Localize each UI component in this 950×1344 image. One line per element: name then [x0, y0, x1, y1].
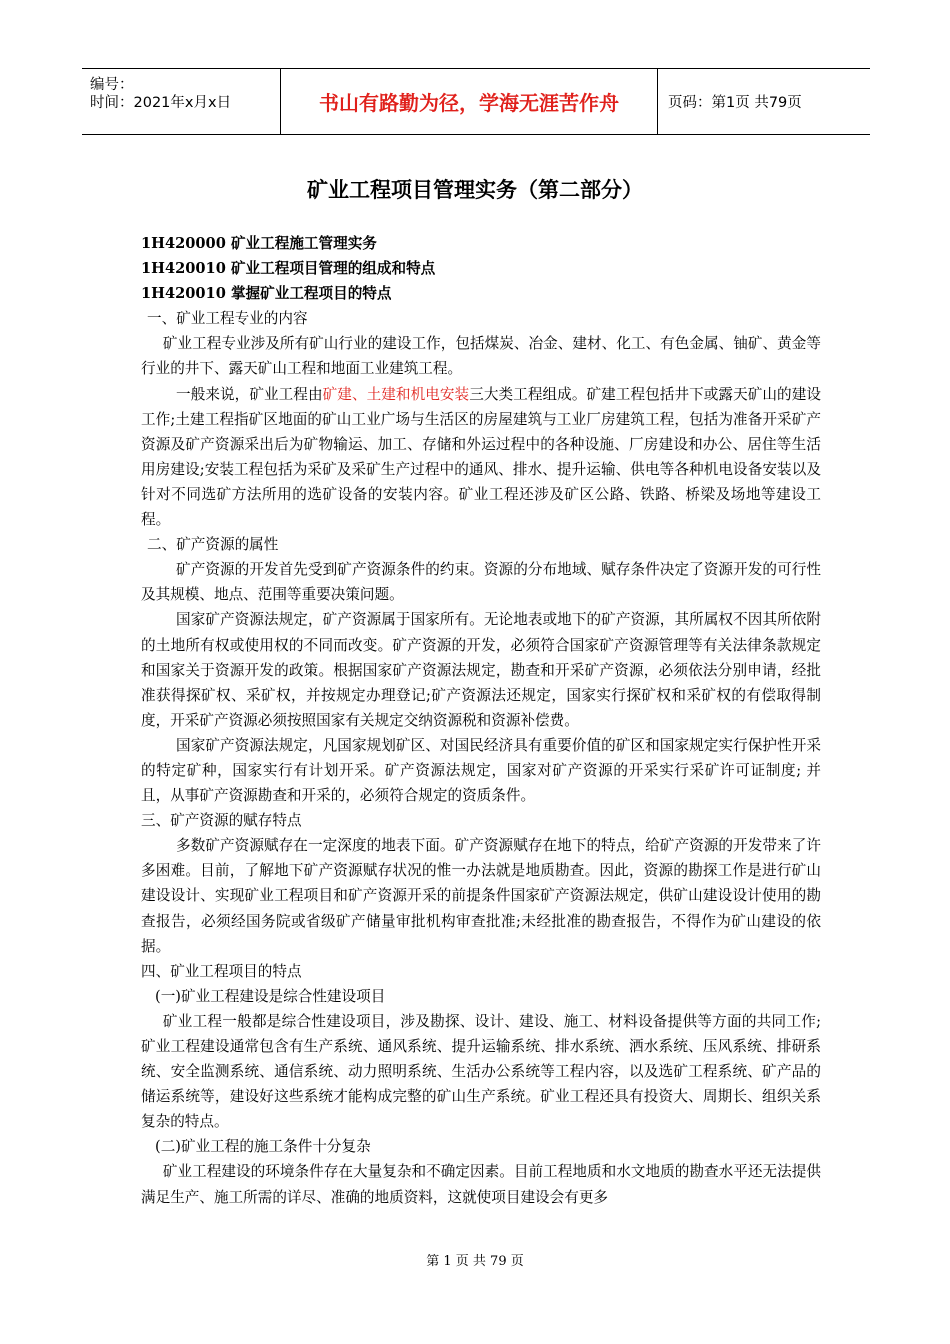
paragraph-2-rest: 三大类工程组成。矿建工程包括井下或露天矿山的建设工作;土建工程指矿区地面的矿山工业广场与生活区的房屋建筑与工业厂房建筑工程，包括为准备开采矿产资源及矿产资源采出后为矿物输运、加工、存储和外运过程中的各种设施、厂房建设和办公、居住等生活用房建设;安装工程包括为采矿及采矿生产过程中的通风、排水、提升运输、供电等各种机电设备安装以及针对不同选矿方法所用的选矿设备的安装内容。矿业工程还涉及矿区公路、铁路、桥梁及场地等建设工程。: [141, 385, 821, 529]
paragraph-7: 矿业工程一般都是综合性建设项目，涉及勘探、设计、建设、施工、材料设备提供等方面的共同工作;矿业工程建设通常包含有生产系统、通风系统、提升运输系统、排水系统、洒水系统、压风系统、排研系统、安全监测系统、通信系统、动力照明系统、生活办公系统等工程内容，以及选矿工程系统、矿产品的储运系统等，建设好这些系统才能构成完整的矿山生产系统。矿业工程还具有投资大、周期长、组织关系复杂的特点。: [141, 1012, 821, 1131]
heading-subsection: 1H420010 掌握矿业工程项目的特点: [141, 285, 392, 303]
header-meta: [82, 69, 281, 134]
paragraph-6: 多数矿产资源赋存在一定深度的地表下面。矿产资源赋存在地下的特点，给矿产资源的开发带来了许多困难。目前，了解地下矿产资源赋存状况的惟一办法就是地质勘查。因此，资源的勘探工作是进行矿山建设设计、实现矿业工程项目和矿产资源开采的前提条件国家矿产资源法规定，供矿山建设设计使用的勘查报告，必须经国务院或省级矿产储量审批机构审查批准;未经批准的勘查报告，不得作为矿山建设的依据。: [141, 837, 821, 955]
paragraph-5: 国家矿产资源法规定，凡国家规划矿区、对国民经济具有重要价值的矿区和国家规定实行保护性开采的特定矿种，国家实行有计划开采。矿产资源法规定，国家对矿产资源的开采实行采矿许可证制度; 并且，从事矿产资源勘查和开采的，必须符合规定的资质条件。: [141, 736, 821, 805]
section-heading-1: 一、矿业工程专业的内容: [147, 310, 308, 328]
subsection-heading-4a: (一)矿业工程建设是综合性建设项目: [155, 987, 386, 1005]
paragraph-2: [141, 382, 821, 533]
heading-chapter: 1H420000 矿业工程施工管理实务: [141, 235, 377, 252]
paragraph-3: 矿产资源的开发首先受到矿产资源条件的约束。资源的分布地域、赋存条件决定了资源开发的可行性及其规模、地点、范围等重要决策问题。: [141, 561, 821, 604]
header-table: [82, 68, 870, 135]
subsection-heading-4b: (二)矿业工程的施工条件十分复杂: [155, 1138, 371, 1156]
page-footer: 第 1 页 共 79 页: [426, 1254, 524, 1269]
section-heading-2: 二、矿产资源的属性: [147, 536, 279, 554]
document-number-label: 编号：: [90, 77, 134, 93]
document-time-label: 时间：2021年x月x日: [90, 95, 232, 111]
section-heading-4: 四、矿业工程项目的特点: [141, 962, 302, 980]
header-motto: 书山有路勤为径，学海无涯苦作舟: [281, 69, 658, 134]
section-heading-3: 三、矿产资源的赋存特点: [141, 812, 302, 830]
header-page-info: 页码：第1页 共79页: [668, 95, 802, 111]
paragraph-1: 矿业工程专业涉及所有矿山行业的建设工作，包括煤炭、冶金、建材、化工、有色金属、铀矿、黄金等行业的井下、露天矿山工程和地面工业建筑工程。: [141, 335, 821, 378]
paragraph-2-start: 一般来说，矿业工程由: [176, 385, 323, 403]
heading-section: 1H420010 矿业工程项目管理的组成和特点: [141, 260, 436, 278]
paragraph-2-highlight: 矿建、土建和机电安装: [322, 385, 470, 403]
document-body: [141, 231, 821, 1210]
page-title: 矿业工程项目管理实务（第二部分）: [307, 178, 643, 202]
paragraph-8: 矿业工程建设的环境条件存在大量复杂和不确定因素。目前工程地质和水文地质的勘查水平还无法提供满足生产、施工所需的详尽、准确的地质资料，这就使项目建设会有更多: [141, 1163, 821, 1206]
paragraph-4: 国家矿产资源法规定，矿产资源属于国家所有。无论地表或地下的矿产资源，其所属权不因其所依附的土地所有权或使用权的不同而改变。矿产资源的开发，必须符合国家矿产资源管理等有关法律条款规定和国家关于资源开发的政策。根据国家矿产资源法规定，勘查和开采矿产资源，必须依法分别申请，经批准获得探矿权、采矿权，并按规定办理登记;矿产资源法还规定，国家实行探矿权和采矿权的有偿取得制度，开采矿产资源必须按照国家有关规定交纳资源税和资源补偿费。: [141, 611, 821, 729]
